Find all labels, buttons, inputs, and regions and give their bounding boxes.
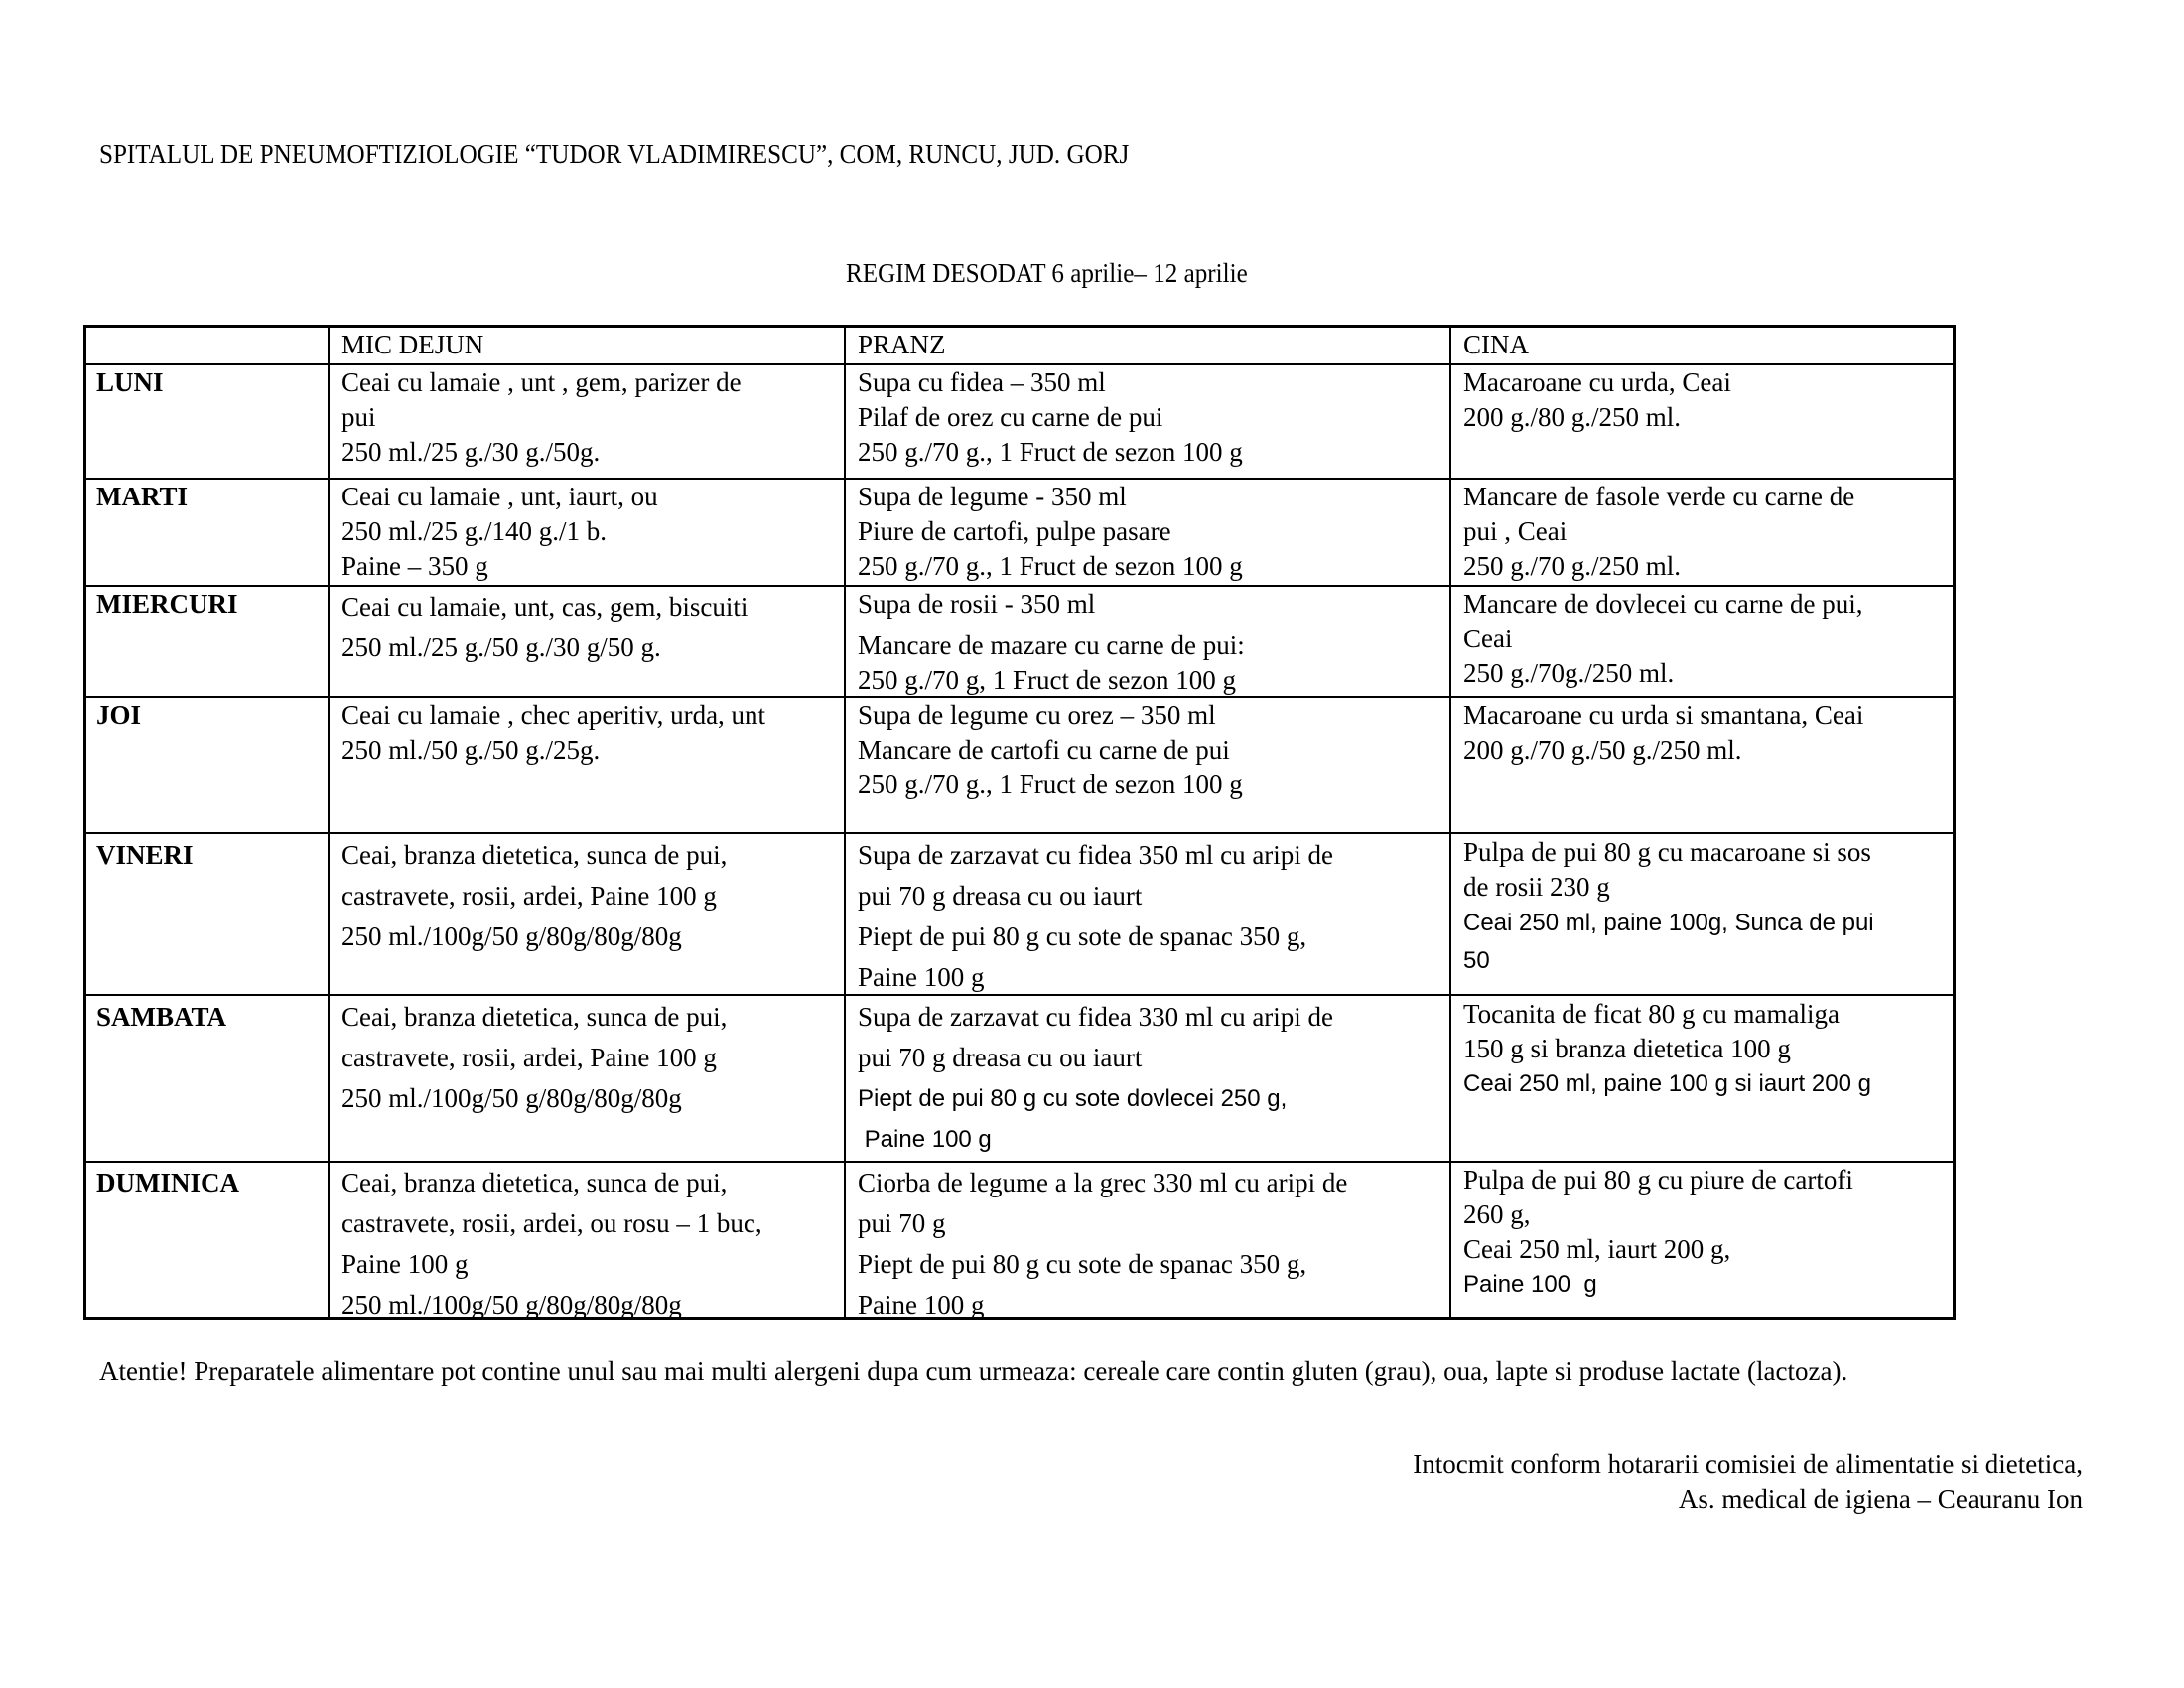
cell-line: Macaroane cu urda, Ceai: [1463, 367, 1731, 397]
cell-line: Ceai 250 ml, paine 100g, Sunca de pui: [1463, 910, 1874, 936]
cell-mic-dejun: [341, 480, 658, 584]
allergen-note: Atentie! Preparatele alimentare pot contine unul sau mai multi alergeni dupa cum urmeaza: cereale care contin gluten (grau), oua, lapte si produse lactate (lactoza).: [99, 1356, 1848, 1386]
cell-line: 250 ml./25 g./140 g./1 b.: [341, 516, 608, 546]
cell-cina: [1463, 1163, 1853, 1302]
cell-line: 200 g./80 g./250 ml.: [1463, 402, 1682, 432]
cell-mic-dejun: [341, 698, 765, 768]
cell-line: castravete, rosii, ardei, Paine 100 g: [341, 1043, 717, 1072]
cell-line: Ceai 250 ml, paine 100 g si iaurt 200 g: [1463, 1070, 1871, 1097]
cell-mic-dejun: [341, 1163, 762, 1326]
cell-line: 250 ml./25 g./50 g./30 g/50 g.: [341, 633, 661, 662]
cell-line: pui , Ceai: [1463, 516, 1568, 546]
cell-line: 150 g si branza dietetica 100 g: [1463, 1034, 1791, 1063]
cell-line: Ceai cu lamaie , chec aperitiv, urda, unt: [341, 700, 766, 730]
cell-line: Paine 100 g: [1463, 1271, 1597, 1298]
cell-line: 250 ml./100g/50 g/80g/80g/80g: [341, 921, 682, 951]
regime-title: REGIM DESODAT 6 aprilie– 12 aprilie: [846, 258, 1248, 288]
cell-line: Ceai, branza dietetica, sunca de pui,: [341, 1002, 728, 1032]
cell-line: Piept de pui 80 g cu sote dovlecei 250 g,: [858, 1085, 1288, 1112]
day-label: [96, 480, 188, 514]
cell-line: 250 g./70g./250 ml.: [1463, 658, 1675, 688]
cell-line: pui 70 g dreasa cu ou iaurt: [858, 1043, 1143, 1072]
cell-line: Supa cu fidea – 350 ml: [858, 367, 1106, 397]
cell-line: castravete, rosii, ardei, ou rosu – 1 buc,: [341, 1208, 762, 1238]
cell-line: 250 g./70 g./250 ml.: [1463, 551, 1682, 581]
cell-cina: [1463, 698, 1863, 768]
cell-line: 250 g./70 g., 1 Fruct de sezon 100 g: [858, 770, 1243, 799]
cell-mic-dejun: [341, 365, 742, 470]
column-divider: [844, 328, 846, 1317]
cell-pranz: [858, 997, 1333, 1160]
cell-line: de rosii 230 g: [1463, 872, 1610, 902]
cell-mic-dejun: [341, 835, 727, 957]
cell-cina: [1463, 480, 1854, 584]
day-label: [96, 997, 226, 1038]
cell-line: Supa de zarzavat cu fidea 330 ml cu aripi de: [858, 1002, 1334, 1032]
cell-line: Tocanita de ficat 80 g cu mamaliga: [1463, 999, 1840, 1029]
cell-line: Mancare de cartofi cu carne de pui: [858, 735, 1230, 765]
cell-line: 250 ml./50 g./50 g./25g.: [341, 735, 601, 765]
cell-line: Ciorba de legume a la grec 330 ml cu aripi de: [858, 1168, 1348, 1197]
menu-table: [83, 325, 1956, 1320]
cell-pranz: [858, 835, 1333, 998]
cell-line: Paine – 350 g: [341, 551, 488, 581]
header-label: MIC DEJUN: [341, 330, 484, 359]
cell-line: Paine 100 g: [858, 1290, 985, 1320]
cell-cina: [1463, 835, 1874, 980]
cell-line: pui 70 g: [858, 1208, 946, 1238]
cell-line: Pulpa de pui 80 g cu piure de cartofi: [1463, 1165, 1853, 1195]
cell-line: Paine 100 g: [858, 962, 985, 992]
cell-line: LUNI: [96, 367, 164, 397]
cell-line: Ceai, branza dietetica, sunca de pui,: [341, 1168, 728, 1197]
day-label: [96, 365, 164, 400]
signature-line-2: As. medical de igiena – Ceauranu Ion: [1678, 1484, 2083, 1514]
day-label: [96, 698, 141, 733]
cell-mic-dejun: [341, 997, 727, 1119]
cell-line: Paine 100 g: [341, 1249, 469, 1279]
cell-line: 250 g./70 g, 1 Fruct de sezon 100 g: [858, 665, 1236, 695]
cell-pranz: [858, 587, 1245, 698]
cell-line: Pilaf de orez cu carne de pui: [858, 402, 1163, 432]
cell-line: SAMBATA: [96, 1002, 227, 1032]
cell-line: Ceai 250 ml, iaurt 200 g,: [1463, 1234, 1731, 1264]
cell-pranz: [858, 1163, 1347, 1326]
cell-cina: [1463, 365, 1731, 435]
cell-line: Piure de cartofi, pulpe pasare: [858, 516, 1171, 546]
header-label: CINA: [1463, 330, 1529, 359]
cell-pranz: [858, 480, 1243, 584]
cell-line: Paine 100 g: [858, 1126, 992, 1153]
cell-line: Mancare de mazare cu carne de pui:: [858, 631, 1245, 660]
cell-line: Piept de pui 80 g cu sote de spanac 350 g,: [858, 1249, 1307, 1279]
cell-line: castravete, rosii, ardei, Paine 100 g: [341, 881, 717, 911]
cell-line: Ceai cu lamaie , unt, iaurt, ou: [341, 482, 658, 511]
cell-line: Ceai cu lamaie , unt , gem, parizer de: [341, 367, 742, 397]
cell-line: Mancare de fasole verde cu carne de: [1463, 482, 1855, 511]
row-divider: [86, 832, 1953, 834]
cell-pranz: [858, 698, 1243, 802]
header-pranz: [858, 328, 946, 362]
signature-block: [1413, 1446, 2083, 1517]
cell-line: 250 g./70 g., 1 Fruct de sezon 100 g: [858, 551, 1243, 581]
cell-line: Supa de legume - 350 ml: [858, 482, 1127, 511]
cell-line: Ceai cu lamaie, unt, cas, gem, biscuiti: [341, 592, 749, 622]
cell-line: 250 g./70 g., 1 Fruct de sezon 100 g: [858, 437, 1243, 467]
cell-line: Macaroane cu urda si smantana, Ceai: [1463, 700, 1864, 730]
cell-line: Piept de pui 80 g cu sote de spanac 350 g,: [858, 921, 1307, 951]
cell-line: Ceai, branza dietetica, sunca de pui,: [341, 840, 728, 870]
cell-mic-dejun: [341, 587, 748, 668]
cell-cina: [1463, 997, 1871, 1101]
hospital-title: SPITALUL DE PNEUMOFTIZIOLOGIE “TUDOR VLADIMIRESCU”, COM, RUNCU, JUD. GORJ: [99, 139, 1130, 169]
cell-line: pui 70 g dreasa cu ou iaurt: [858, 881, 1143, 911]
cell-line: VINERI: [96, 840, 194, 870]
header-label: PRANZ: [858, 330, 946, 359]
cell-line: Pulpa de pui 80 g cu macaroane si sos: [1463, 837, 1871, 867]
cell-line: DUMINICA: [96, 1168, 239, 1197]
header-cina: [1463, 328, 1529, 362]
cell-line: JOI: [96, 700, 142, 730]
cell-pranz: [858, 365, 1243, 470]
cell-line: 250 ml./100g/50 g/80g/80g/80g: [341, 1290, 682, 1320]
header-mic-dejun: [341, 328, 483, 362]
cell-line: 250 ml./25 g./30 g./50g.: [341, 437, 601, 467]
cell-line: pui: [341, 402, 376, 432]
cell-line: Mancare de dovlecei cu carne de pui,: [1463, 589, 1863, 619]
cell-line: Supa de rosii - 350 ml: [858, 589, 1096, 619]
cell-line: 250 ml./100g/50 g/80g/80g/80g: [341, 1083, 682, 1113]
cell-line: Ceai: [1463, 624, 1513, 653]
day-label: [96, 587, 238, 622]
cell-line: Supa de zarzavat cu fidea 350 ml cu aripi de: [858, 840, 1334, 870]
signature-line-1: Intocmit conform hotararii comisiei de alimentatie si dietetica,: [1413, 1449, 2083, 1478]
cell-line: 50: [1463, 947, 1490, 974]
cell-line: 260 g,: [1463, 1199, 1531, 1229]
column-divider: [328, 328, 330, 1317]
cell-line: Supa de legume cu orez – 350 ml: [858, 700, 1216, 730]
cell-cina: [1463, 587, 1863, 691]
day-label: [96, 1163, 239, 1203]
cell-line: MARTI: [96, 482, 189, 511]
day-label: [96, 835, 194, 876]
cell-line: 200 g./70 g./50 g./250 ml.: [1463, 735, 1742, 765]
column-divider: [1449, 328, 1451, 1317]
cell-line: MIERCURI: [96, 589, 238, 619]
